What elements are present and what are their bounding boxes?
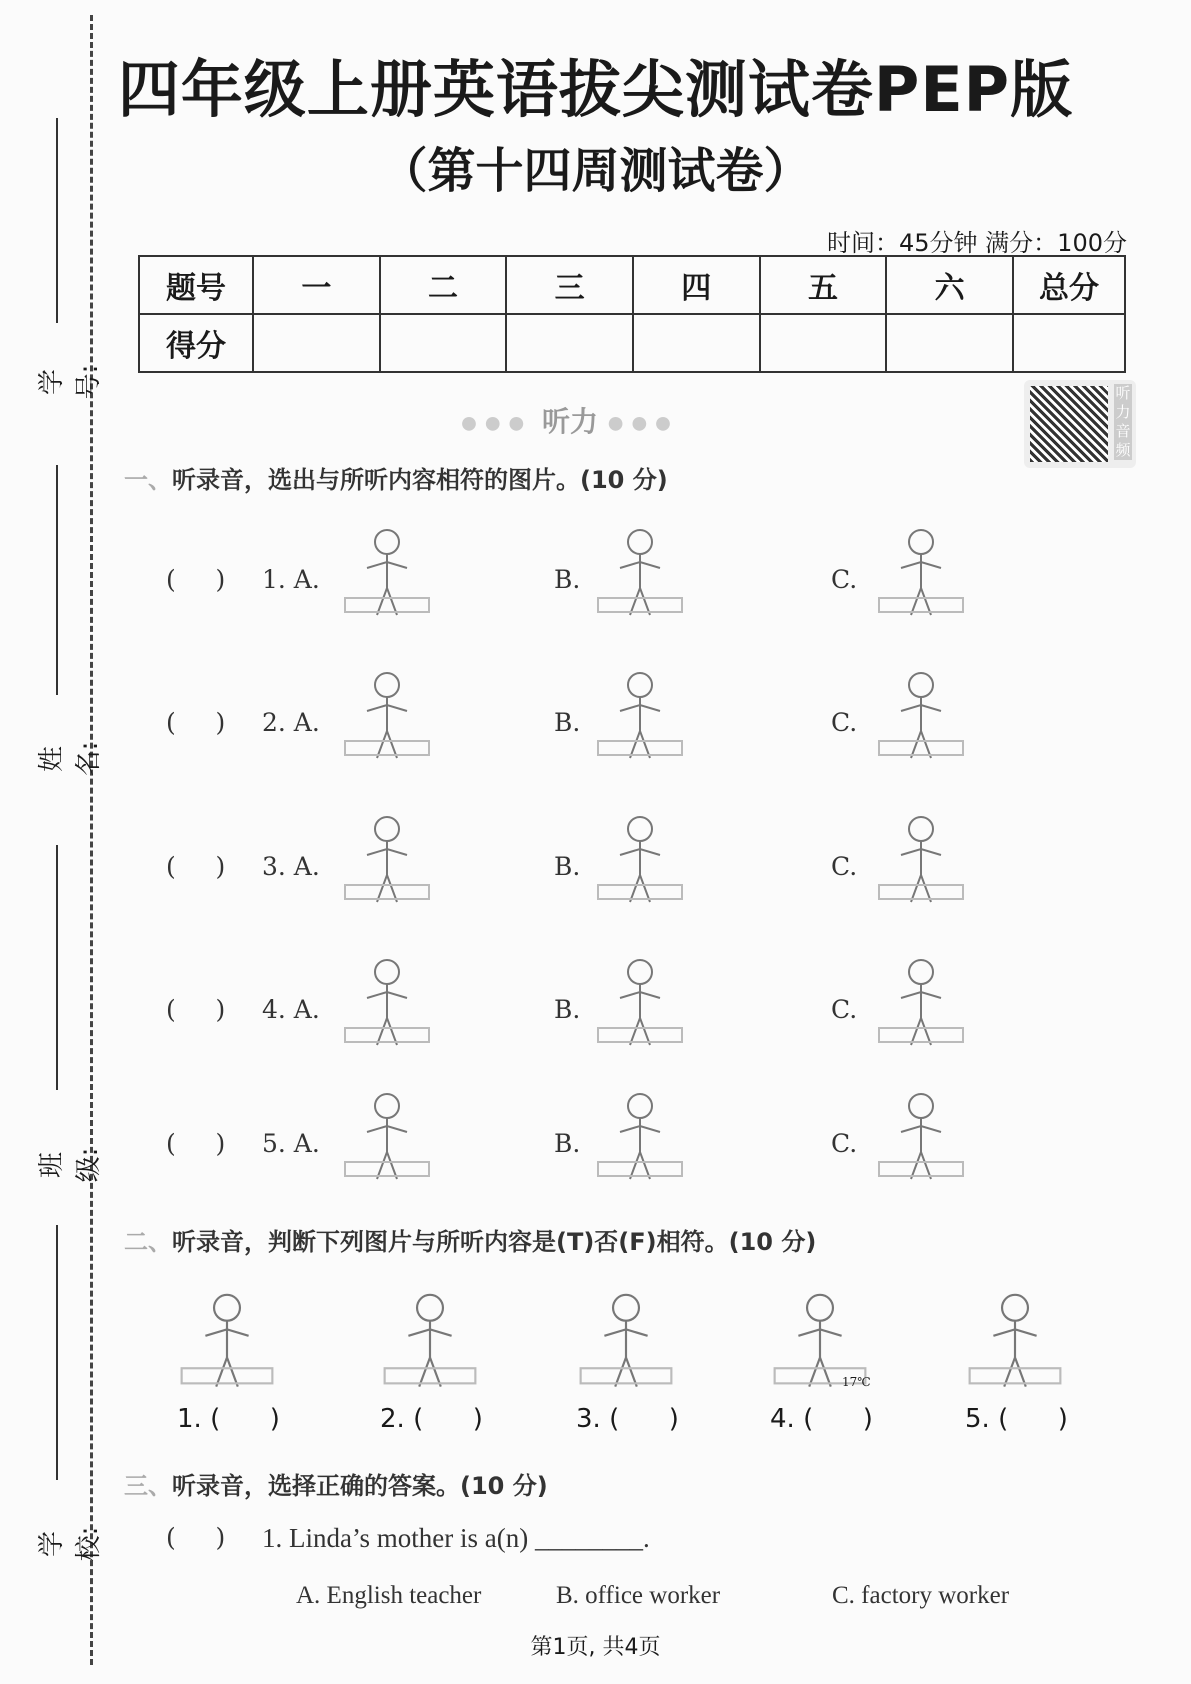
option-a-picture[interactable] <box>332 950 442 1050</box>
option-b-picture[interactable] <box>585 663 695 763</box>
section2-heading: 二、听录音，判断下列图片与所听内容是(T)否(F)相符。(10 分) <box>124 1228 817 1256</box>
judge-picture <box>955 1284 1075 1392</box>
question-text: 1. Linda’s mother is a(n) ________. <box>262 1523 650 1553</box>
column-header: 五 <box>760 256 887 314</box>
row-label: 题号 <box>139 256 253 314</box>
score-cell[interactable] <box>1013 314 1125 372</box>
listening-title: 听力 <box>541 405 598 438</box>
option-a-picture[interactable] <box>332 520 442 620</box>
binding-line <box>56 465 58 695</box>
score-cell[interactable] <box>253 314 380 372</box>
school-label: 学校: <box>37 1526 104 1562</box>
score-cell[interactable] <box>760 314 887 372</box>
qr-code-icon <box>1030 386 1108 462</box>
option-b-label: B. <box>554 1129 581 1158</box>
option-b-label: B. <box>554 565 581 594</box>
option-b-label: B. <box>554 995 581 1024</box>
option-c-picture[interactable] <box>866 950 976 1050</box>
page-subtitle: （第十四周测试卷） <box>379 143 812 199</box>
option-c-picture[interactable] <box>866 1084 976 1184</box>
column-header: 总分 <box>1013 256 1125 314</box>
column-header: 六 <box>886 256 1013 314</box>
option-c-label: C. <box>831 1129 858 1158</box>
question-label: 3. A. <box>262 852 320 881</box>
answer-paren[interactable]: ( ) <box>166 995 226 1024</box>
option-a-picture[interactable] <box>332 663 442 763</box>
judge-picture <box>167 1284 287 1392</box>
option-a-picture[interactable] <box>332 1084 442 1184</box>
answer-paren[interactable]: ( ) <box>166 565 226 594</box>
binding-line <box>56 845 58 1090</box>
option-c-label: C. <box>831 565 858 594</box>
answer-paren[interactable]: ( ) <box>166 1523 226 1552</box>
column-header: 三 <box>506 256 633 314</box>
exam-meta: 时间：45分钟 满分：100分 <box>827 229 1127 257</box>
option-a[interactable]: A. English teacher <box>296 1582 482 1609</box>
option-b-picture[interactable] <box>585 950 695 1050</box>
judge-answer[interactable]: 1. ( ) <box>177 1404 280 1434</box>
judge-picture <box>370 1284 490 1392</box>
row-label: 得分 <box>139 314 253 372</box>
page-title: 四年级上册英语拔尖测试卷PEP版 <box>117 53 1074 126</box>
option-b-label: B. <box>554 852 581 881</box>
column-header: 四 <box>633 256 760 314</box>
binding-line <box>56 1225 58 1480</box>
column-header: 二 <box>380 256 507 314</box>
answer-paren[interactable]: ( ) <box>166 852 226 881</box>
option-c-label: C. <box>831 852 858 881</box>
score-cell[interactable] <box>380 314 507 372</box>
section1-heading: 一、听录音，选出与所听内容相符的图片。(10 分) <box>124 466 668 494</box>
score-cell[interactable] <box>506 314 633 372</box>
page-number: 第1页, 共4页 <box>530 1635 661 1660</box>
binding-dashed-line <box>90 15 93 1665</box>
listening-banner: ●●● 听力 ●●● <box>461 405 679 438</box>
judge-answer[interactable]: 2. ( ) <box>380 1404 483 1434</box>
option-c-picture[interactable] <box>866 520 976 620</box>
option-c-label: C. <box>831 995 858 1024</box>
answer-paren[interactable]: ( ) <box>166 1129 226 1158</box>
score-cell[interactable] <box>886 314 1013 372</box>
question-label: 4. A. <box>262 995 320 1024</box>
option-c[interactable]: C. factory worker <box>832 1582 1010 1609</box>
name-label: 姓名: <box>37 741 104 777</box>
option-b-picture[interactable] <box>585 807 695 907</box>
option-b[interactable]: B. office worker <box>556 1582 721 1609</box>
question-label: 2. A. <box>262 708 320 737</box>
question-label: 5. A. <box>262 1129 320 1158</box>
score-table <box>138 255 1126 373</box>
score-cell[interactable] <box>633 314 760 372</box>
option-c-label: C. <box>831 708 858 737</box>
option-b-label: B. <box>554 708 581 737</box>
judge-answer[interactable]: 3. ( ) <box>576 1404 679 1434</box>
option-b-picture[interactable] <box>585 520 695 620</box>
option-a-picture[interactable] <box>332 807 442 907</box>
qr-label: 听力音频 <box>1115 384 1131 459</box>
judge-answer[interactable]: 5. ( ) <box>965 1404 1068 1434</box>
judge-answer[interactable]: 4. ( ) <box>770 1404 873 1434</box>
option-c-picture[interactable] <box>866 663 976 763</box>
class-label: 班级: <box>37 1147 104 1183</box>
answer-paren[interactable]: ( ) <box>166 708 226 737</box>
section3-heading: 三、听录音，选择正确的答案。(10 分) <box>124 1472 548 1500</box>
temperature-label: 17℃ <box>842 1375 871 1389</box>
column-header: 一 <box>253 256 380 314</box>
judge-picture <box>566 1284 686 1392</box>
question-label: 1. A. <box>262 565 320 594</box>
qr-code[interactable] <box>1024 380 1136 468</box>
option-c-picture[interactable] <box>866 807 976 907</box>
option-b-picture[interactable] <box>585 1084 695 1184</box>
student-id-label: 学号: <box>37 364 104 400</box>
